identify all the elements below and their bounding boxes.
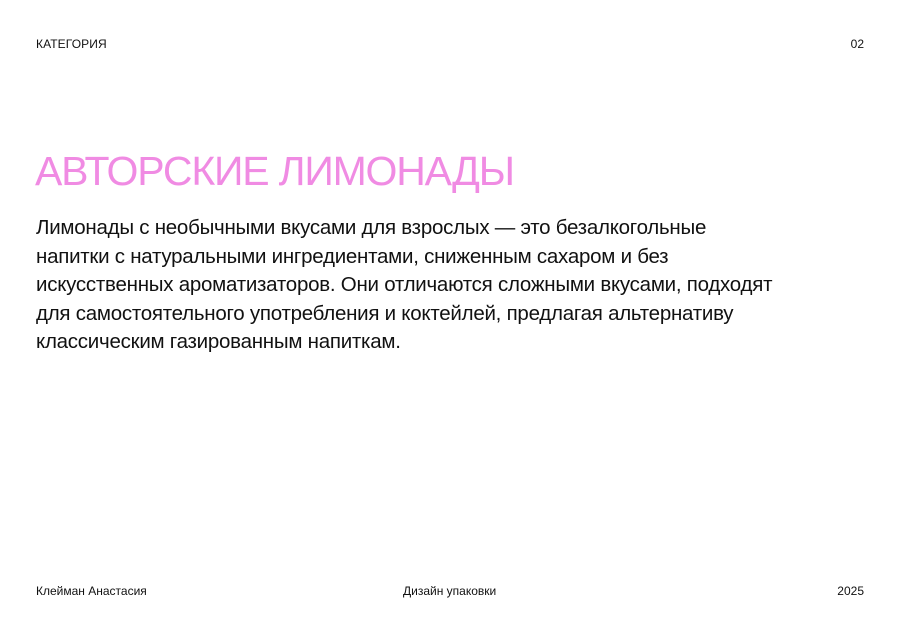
category-label: КАТЕГОРИЯ xyxy=(36,37,107,51)
description-text: Лимонады с необычными вкусами для взрослых — это безалкогольные напитки с натуральными ингредиентами, сниженным сахаром и без искусственных ароматизаторов. Они отличаются сложными вкусами, подходят для самостоятельного употребления и коктейлей, предлагая альтернативу классическим газированным напиткам. xyxy=(36,216,773,353)
year-label: 2025 xyxy=(837,584,864,598)
subject-label: Дизайн упаковки xyxy=(403,584,497,598)
page-number: 02 xyxy=(850,37,864,51)
page-title: АВТОРСКИЕ ЛИМОНАДЫ xyxy=(35,148,514,194)
author-name: Клейман Анастасия xyxy=(36,584,147,598)
